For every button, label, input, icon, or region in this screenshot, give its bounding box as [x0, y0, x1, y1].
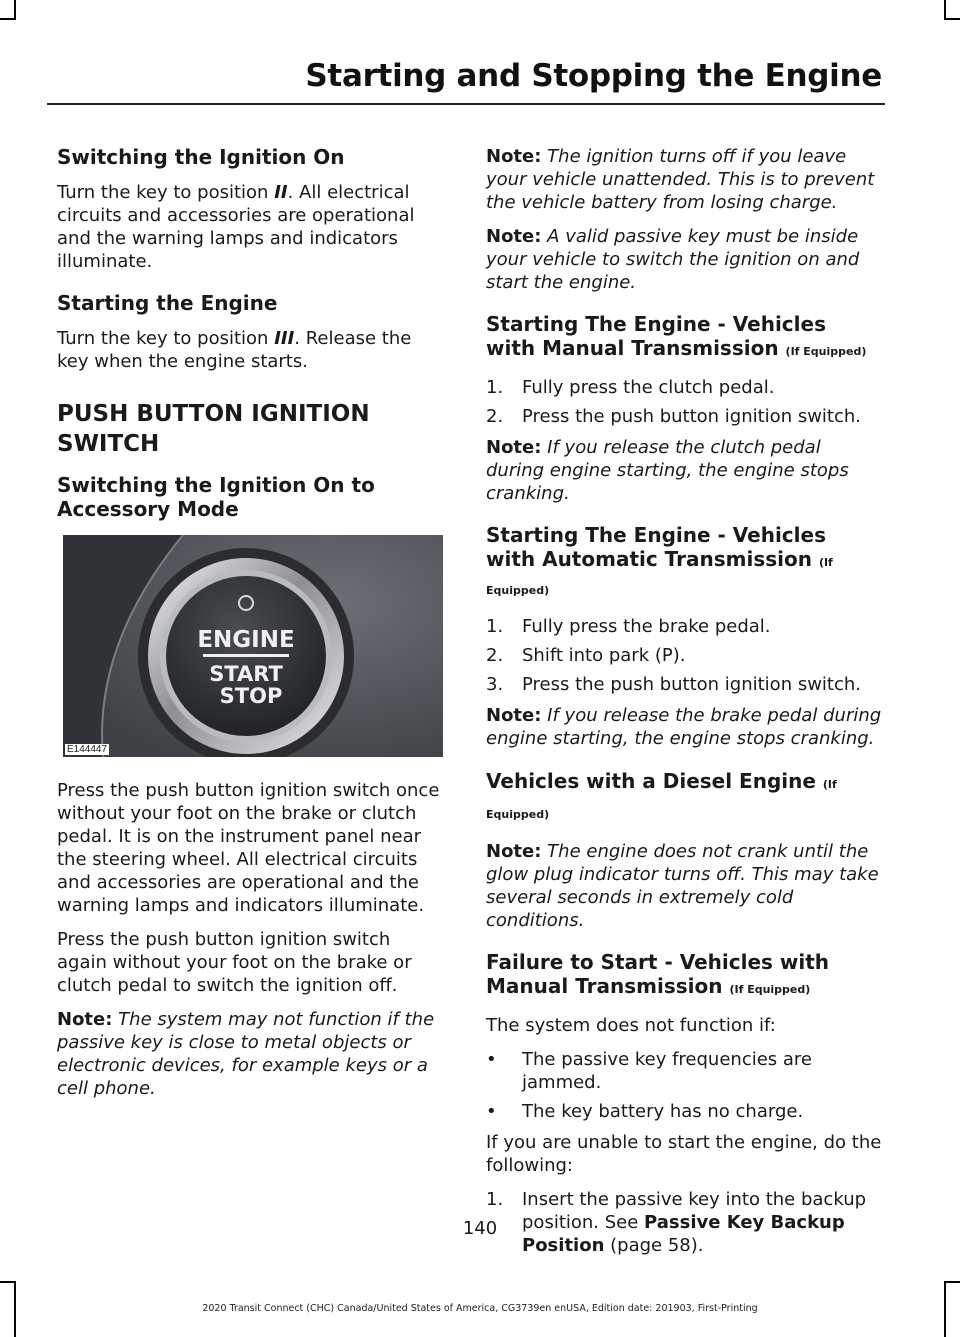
list-item: [486, 615, 882, 638]
crop-mark-tr-h: [944, 18, 960, 20]
note-label: Note:: [486, 146, 542, 167]
note-text: If you release the clutch pedal during engine starting, the engine stops cranking.: [486, 437, 849, 504]
note-clutch-pedal: [486, 436, 882, 505]
note-passive-key-inside: [486, 225, 882, 294]
note-brake-pedal: [486, 704, 882, 750]
note-text: If you release the brake pedal during engine starting, the engine stops cranking.: [486, 705, 882, 749]
crop-mark-tl-v: [14, 0, 16, 20]
bullet-icon: •: [486, 1101, 497, 1122]
note-label: Note:: [486, 226, 542, 247]
position-label: III: [274, 328, 295, 349]
note-metal-objects: [57, 1008, 445, 1100]
page-title: Starting and Stopping the Engine: [305, 58, 882, 94]
text: . Release the key when the engine starts.: [57, 328, 412, 372]
list-item: [486, 1048, 882, 1094]
note-text: The engine does not crank until the glow plug indicator turns off. This may take several seconds in extremely cold conditions.: [486, 841, 879, 931]
left-column: [57, 145, 445, 1111]
text: Turn the key to position: [57, 328, 275, 349]
start-text: START: [209, 662, 283, 686]
conditions-list: [486, 1048, 882, 1123]
step-text: Fully press the clutch pedal.: [522, 377, 775, 398]
note-text: A valid passive key must be inside your vehicle to switch the ignition on and start the engine.: [486, 226, 860, 293]
step-text: Insert the passive key into the backup position. See: [522, 1189, 867, 1233]
stop-text: STOP: [219, 684, 283, 708]
note-label: Note:: [486, 437, 542, 458]
paragraph-system-not-function: The system does not function if:: [486, 1015, 776, 1036]
paragraph-ignition-on: [57, 181, 445, 273]
list-item: [486, 673, 882, 696]
heading-line: PUSH BUTTON IGNITION: [57, 401, 370, 427]
right-column: [486, 145, 882, 1265]
bullet-text: The key battery has no charge.: [522, 1101, 804, 1122]
note-label: Note:: [57, 1009, 113, 1030]
step-text: Shift into park (P).: [522, 645, 686, 666]
note-unattended: [486, 145, 882, 214]
step-number: 2.: [486, 645, 504, 666]
step-text: Fully press the brake pedal.: [522, 616, 771, 637]
manual-steps-list: [486, 376, 882, 428]
heading-automatic-transmission: [486, 523, 882, 603]
heading-text: Starting The Engine - Vehicles with Automatic Transmission: [486, 523, 826, 571]
paragraph-push-again: Press the push button ignition switch again without your foot on the brake or clutch pedal to switch the ignition off.: [57, 929, 412, 996]
if-equipped-label: (If Equipped): [785, 345, 867, 358]
heading-text: Starting The Engine - Vehicles with Manual Transmission: [486, 312, 826, 360]
heading-accessory-mode: Switching the Ignition On to Accessory Mode: [57, 473, 375, 521]
header-rule: [47, 103, 885, 105]
section-heading-push-button: [57, 399, 445, 459]
crop-mark-tl-h: [0, 18, 16, 20]
list-item: [486, 376, 882, 399]
edition-line: 2020 Transit Connect (CHC) Canada/United States of America, CG3739en enUSA, Edition date: 201903, First-Printing: [202, 1303, 758, 1314]
heading-diesel-engine: [486, 768, 882, 828]
heading-text: Failure to Start - Vehicles with Manual Transmission: [486, 950, 830, 998]
if-equipped-label: (If Equipped): [486, 556, 833, 597]
page-reference: (page 58).: [604, 1235, 704, 1256]
paragraph-unable-to-start: If you are unable to start the engine, do the following:: [486, 1132, 882, 1176]
heading-text: Vehicles with a Diesel Engine: [486, 769, 816, 793]
auto-steps-list: [486, 615, 882, 696]
list-item: [486, 1100, 882, 1123]
figure-id: E144447: [67, 744, 108, 755]
ignition-button-figure: [63, 535, 443, 757]
heading-line: SWITCH: [57, 431, 160, 457]
if-equipped-label: (If: [822, 778, 837, 791]
heading-failure-to-start: [486, 950, 882, 1002]
push-button-illustration: [63, 535, 443, 757]
heading-manual-transmission: [486, 312, 882, 364]
if-equipped-label: Equipped): [486, 808, 550, 821]
step-number: 1.: [486, 616, 504, 637]
step-text: Press the push button ignition switch.: [522, 674, 862, 695]
step-number: 1.: [486, 1189, 504, 1210]
step-text: Press the push button ignition switch.: [522, 406, 862, 427]
crop-mark-bl-h: [0, 1281, 16, 1283]
bullet-icon: •: [486, 1049, 497, 1070]
cross-reference-link[interactable]: Passive Key Backup Position: [522, 1212, 845, 1256]
note-glow-plug: [486, 840, 882, 932]
list-item: [486, 405, 882, 428]
paragraph-push-once: Press the push button ignition switch once without your foot on the brake or clutch pedal. It is on the instrument panel near the steering wheel. All electrical circuits and accessories are operational and the warning lamps and indicators illuminate.: [57, 780, 440, 916]
paragraph-starting-engine: [57, 327, 445, 373]
list-item: [486, 644, 882, 667]
position-label: II: [274, 182, 288, 203]
heading-starting-engine: Starting the Engine: [57, 291, 278, 315]
text: Turn the key to position: [57, 182, 275, 203]
bullet-text: The passive key frequencies are jammed.: [522, 1049, 813, 1093]
crop-mark-tr-v: [944, 0, 946, 20]
step-number: 2.: [486, 406, 504, 427]
if-equipped-label: (If Equipped): [729, 983, 811, 996]
heading-switching-ignition-on: Switching the Ignition On: [57, 145, 345, 169]
step-number: 1.: [486, 377, 504, 398]
step-number: 3.: [486, 674, 504, 695]
note-label: Note:: [486, 841, 542, 862]
engine-text: ENGINE: [197, 627, 295, 653]
note-text: The system may not function if the passive key is close to metal objects or electronic devices, for example keys or a cell phone.: [57, 1009, 435, 1099]
crop-mark-br-h: [944, 1281, 960, 1283]
note-text: The ignition turns off if you leave your vehicle unattended. This is to prevent the vehicle battery from losing charge.: [486, 146, 875, 213]
note-label: Note:: [486, 705, 542, 726]
page-number: 140: [462, 1218, 498, 1239]
text: . All electrical circuits and accessories are operational and the warning lamps and indicators illuminate.: [57, 182, 415, 272]
